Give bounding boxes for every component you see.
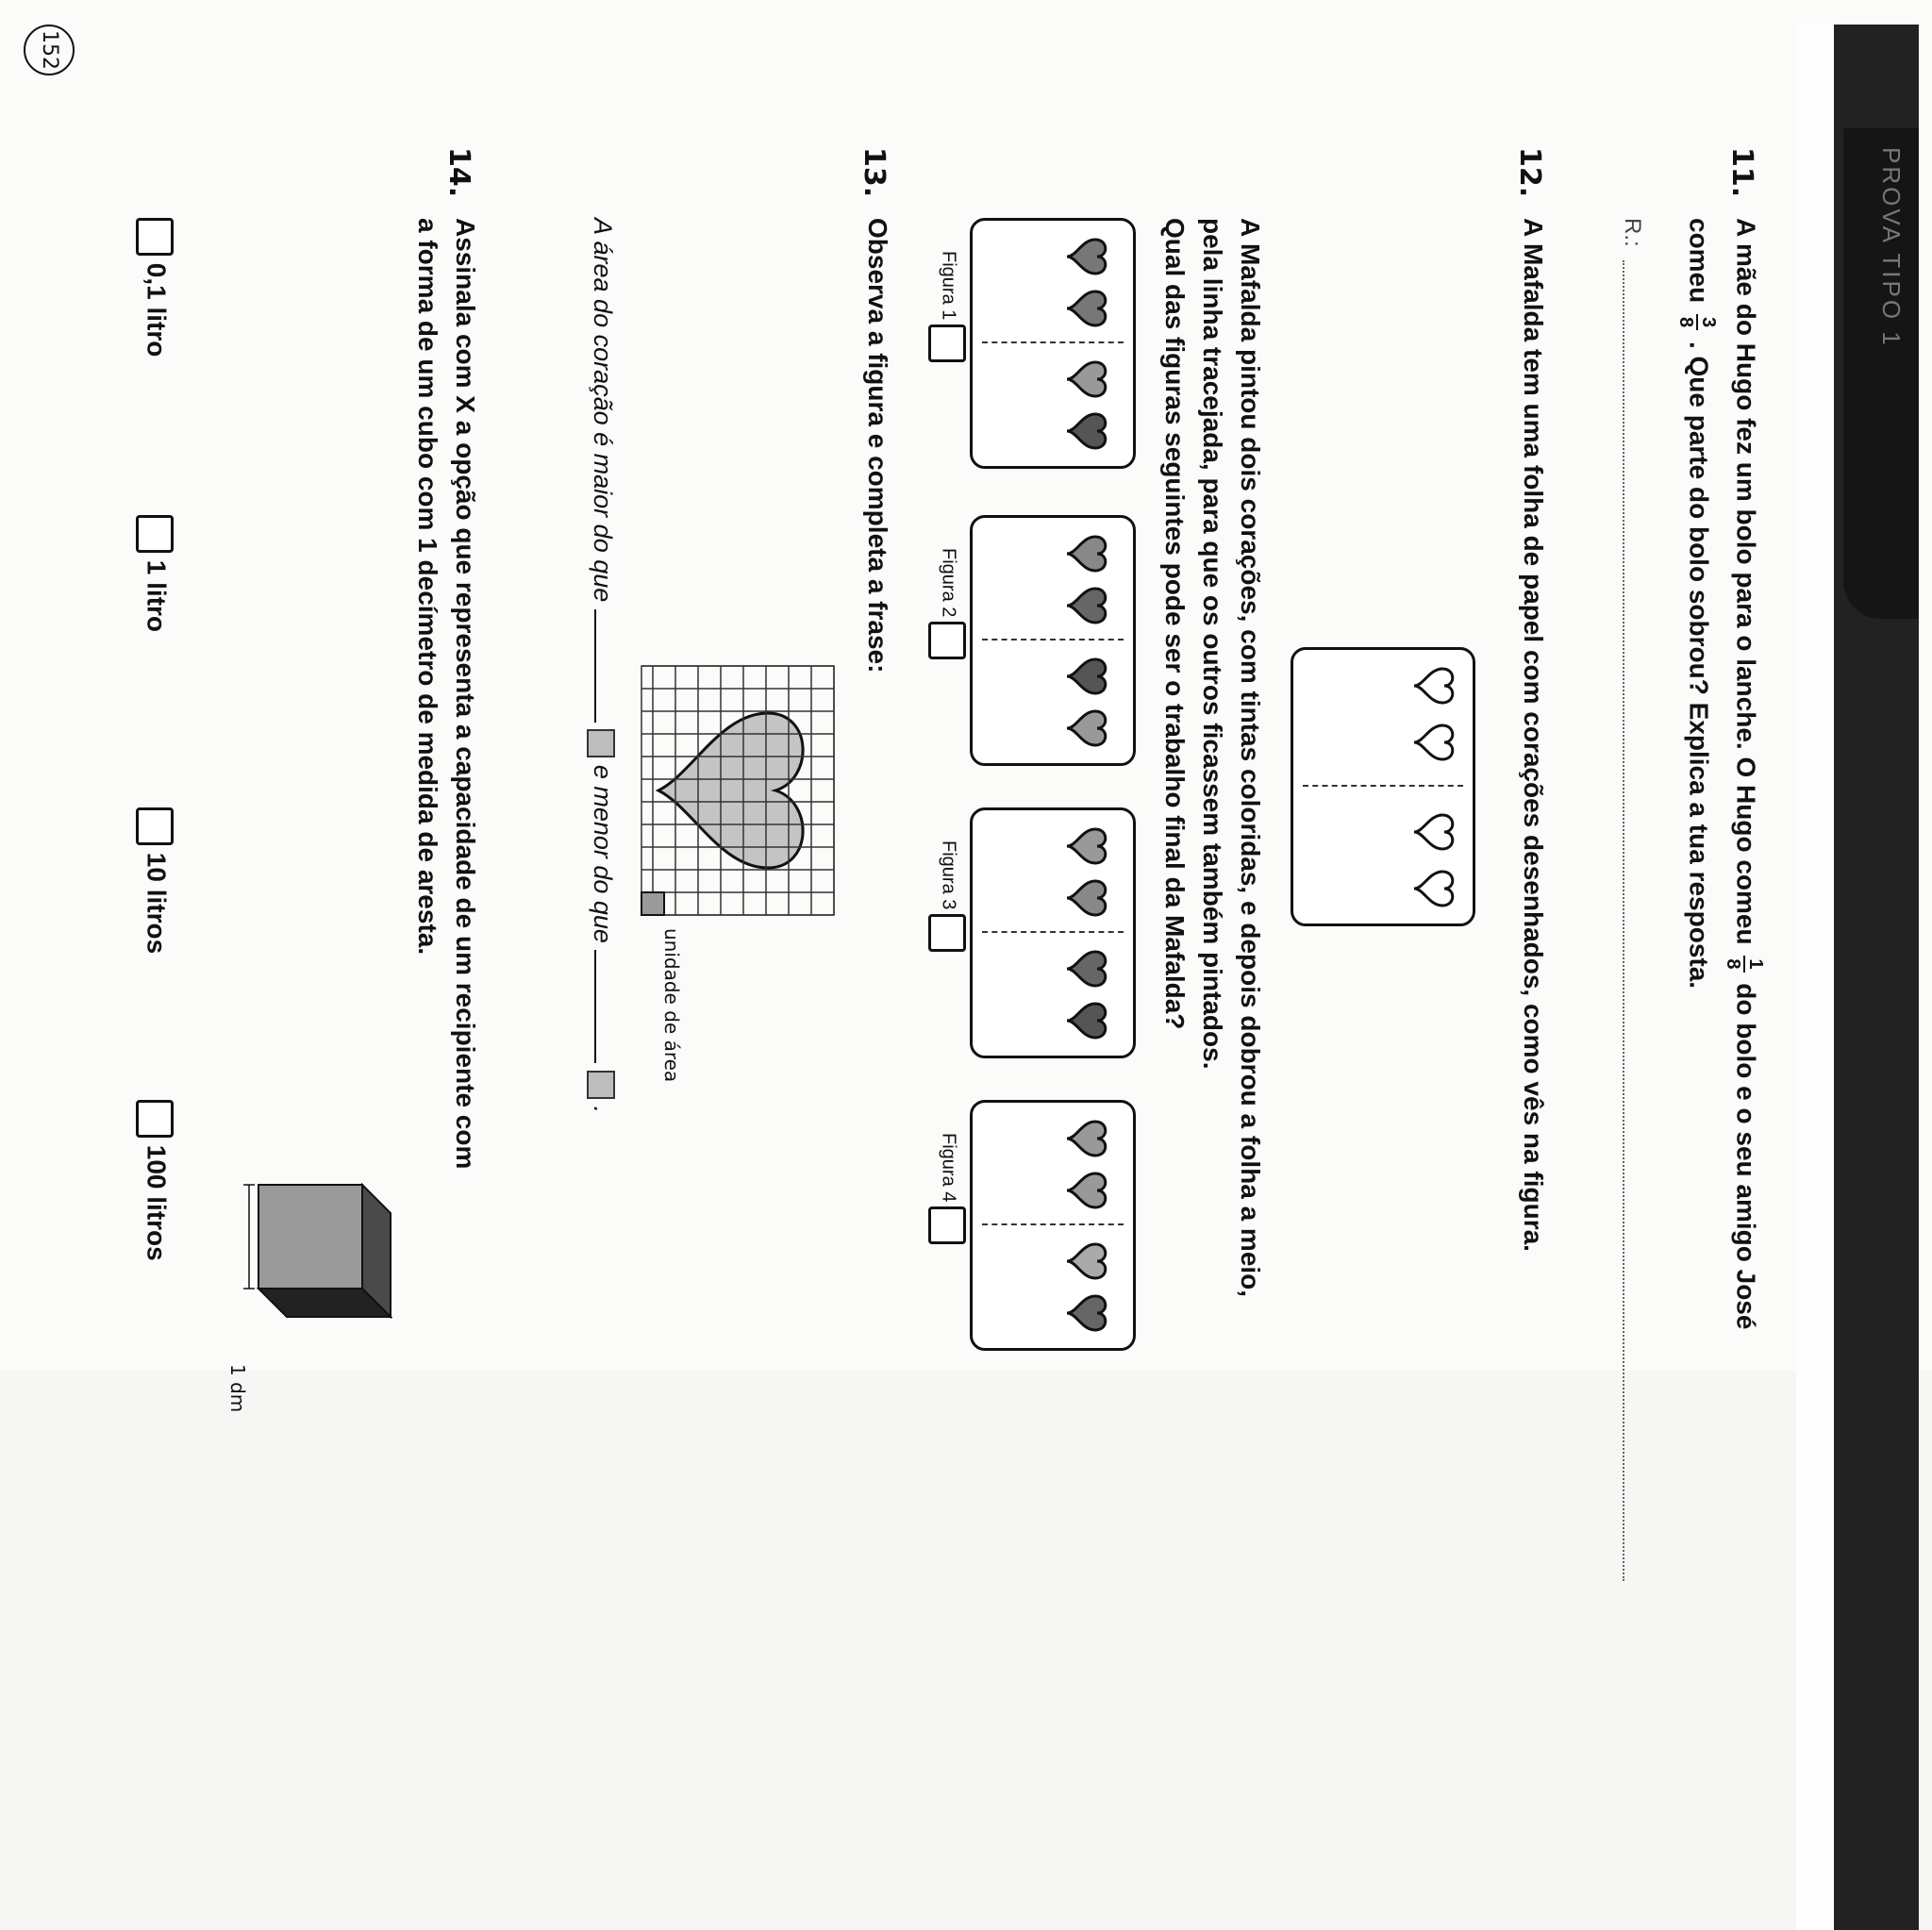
q11-text-b: do bolo e o seu amigo José [1731,983,1761,1330]
figure-4-checkbox[interactable] [928,1206,966,1244]
figure-3-label: Figura 3 [938,840,959,910]
figure-1-checkbox[interactable] [928,324,966,362]
q14-option-3 [136,807,174,954]
q12-reference-sheet [1291,647,1475,926]
figure-4-hearts [973,1103,1133,1348]
unit-square-icon [587,1071,615,1099]
heart-icon [1414,669,1453,703]
q13-blank-2[interactable] [594,950,596,1063]
option-2-label: 1 litro [142,559,172,633]
q11-number: 11. [1725,147,1758,198]
figure-2-hearts [973,518,1133,763]
q11-fraction-2: 3 8 [1675,314,1719,330]
figure-2-checkbox[interactable] [928,622,966,659]
q11-answer-line[interactable] [1623,260,1624,1581]
figure-3-option [928,840,966,952]
cube-edge-label: 1 dm [226,1364,249,1413]
worksheet-page [13,25,1919,1413]
option-1-label: 0,1 litro [142,262,172,358]
option-3-label: 10 litros [142,852,172,955]
q12-body-line2: pela linha tracejada, para que os outros ficassem também pintados. [1198,218,1227,1070]
cube-illustration [240,1166,409,1355]
q12-number: 12. [1513,147,1546,198]
heart-icon [1414,725,1453,759]
q13-text: Observa a figura e completa a frase: [863,218,892,674]
q13-blank-1[interactable] [594,609,596,723]
figure-1-label: Figura 1 [938,251,959,321]
q13-sentence-b: e menor do que [589,764,617,943]
q11-text-a: A mãe do Hugo fez um bolo para o lanche. O Hugo comeu [1731,218,1761,945]
q11-line2 [1675,218,1719,989]
figure-4-option [928,1133,966,1244]
heart-icon [1414,815,1453,849]
page-number: 152 [24,25,75,75]
option-4-label: 100 litros [142,1144,172,1261]
q12-body-line1: A Mafalda pintou dois corações, com tintas coloridas, e depois dobrou a folha a meio, [1236,218,1265,1298]
figure-3-hearts [973,810,1133,1056]
figure-4-card [970,1100,1136,1351]
figure-2-card [970,515,1136,766]
q14-option-4 [136,1100,174,1261]
q14-number: 14. [442,147,475,198]
unit-area-label: unidade de área [660,928,683,1083]
option-1-checkbox[interactable] [136,218,174,256]
q11-fraction-1: 1 8 [1723,956,1766,972]
option-3-checkbox[interactable] [136,807,174,845]
q14-line2: a forma de um cubo com 1 decímetro de medida de aresta. [413,218,442,956]
q11-line1 [1723,218,1766,1329]
header-highlight [1796,25,1834,1930]
q13-sentence-end: . [589,1106,617,1114]
q13-sentence-a: A área do coração é maior do que [589,218,617,603]
header-tab-label: PROVA TIPO 1 [1877,147,1906,348]
option-4-checkbox[interactable] [136,1100,174,1138]
figure-3-checkbox[interactable] [928,914,966,952]
q11-answer-label: R.: [1620,218,1645,247]
figure-3-card [970,807,1136,1058]
q13-number: 13. [858,147,891,198]
q12-text: A Mafalda tem uma folha de papel com corações desenhados, como vês na figura. [1519,218,1548,1252]
figure-4-label: Figura 4 [938,1133,959,1203]
heart-icon [1414,872,1453,906]
option-2-checkbox[interactable] [136,515,174,553]
q12-body-line3: Qual das figuras seguintes pode ser o trabalho final da Mafalda? [1160,218,1190,1030]
figure-2-label: Figura 2 [938,548,959,618]
q13-heart-grid [636,666,834,921]
figure-2-option [928,548,966,659]
q14-option-2 [136,515,174,632]
figure-1-hearts [973,221,1133,466]
q14-line1: Assinala com X a opção que representa a capacidade de um recipiente com [451,218,480,1170]
figure-1-option [928,251,966,362]
q13-sentence [587,218,617,1113]
q11-text-c: comeu [1684,218,1714,304]
q14-option-1 [136,218,174,357]
figure-1-card [970,218,1136,469]
unit-square-icon [587,729,615,757]
reference-hearts [1293,650,1473,923]
q11-text-d: . Que parte do bolo sobrou? Explica a tua resposta. [1684,341,1714,990]
